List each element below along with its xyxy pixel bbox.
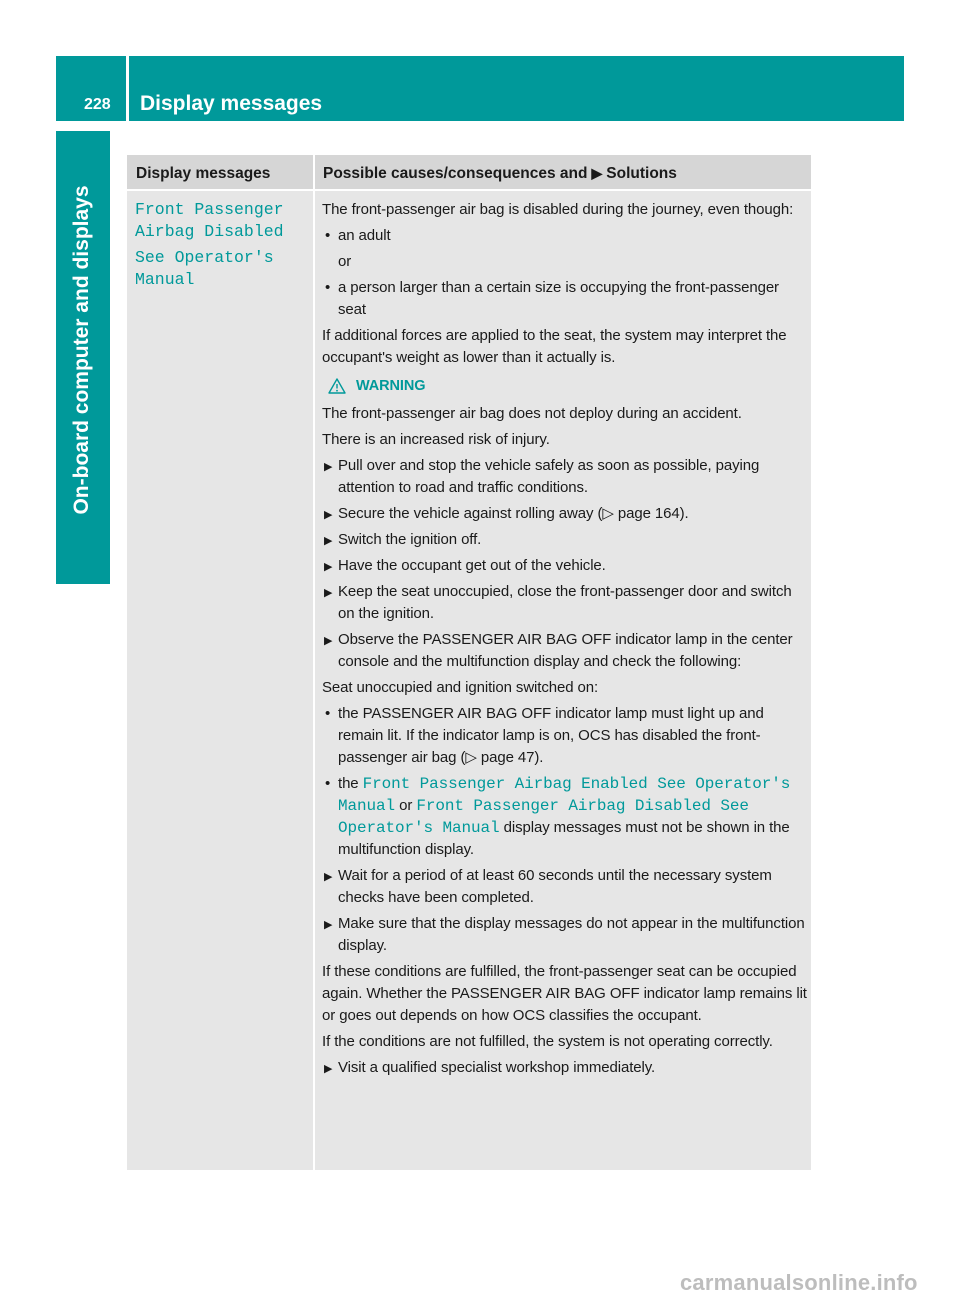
warning-text: There is an increased risk of injury. [322,431,550,448]
bullet-item [322,773,810,861]
warning-label: WARNING [356,378,426,394]
bullet-item [322,703,810,769]
paragraph: If these conditions are fulfilled, the front-passenger seat can be occupied again. Whether the PASSENGER AIR BAG OFF indicator lamp remains lit or goes out depends on how OCS classifies the occupant. [322,963,807,1024]
action-arrow-icon: ▶ [324,509,333,521]
paragraph: The front-passenger air bag is disabled during the journey, even though: [322,201,794,218]
display-message-1: Front Passenger Airbag Disabled [135,200,284,241]
action-text: Wait for a period of at least 60 seconds until the necessary system checks have been completed. [338,867,772,906]
page-number: 228 [84,96,111,113]
action-arrow-icon: ▶ [324,871,333,883]
header-divider [126,56,129,121]
warning-heading [322,375,810,397]
bullet-text: the [338,775,359,792]
bullet-item [322,277,810,321]
solution-arrow-icon: ▶ [591,165,603,181]
row-separator [127,189,811,191]
warning-text: The front-passenger air bag does not deploy during an accident. [322,405,742,422]
action-item [322,581,810,625]
paragraph: If the conditions are not fulfilled, the system is not operating correctly. [322,1033,773,1050]
inline-display-message: Front Passenger Airbag Enabled See Operator's Manual [338,775,791,815]
action-arrow-icon: ▶ [324,587,333,599]
display-message-2: See Operator's Manual [135,248,274,289]
column-separator [313,155,315,189]
action-arrow-icon: ▶ [324,1063,333,1075]
side-tab-label: On-board computer and displays [70,185,93,515]
display-message-cell [135,199,305,291]
column-separator-body [313,191,315,1170]
bullet-text: the PASSENGER AIR BAG OFF indicator lamp must light up and remain lit. If the indicator lamp is on, OCS has disabled the front-passenger air bag (▷ page 47). [338,705,764,766]
action-text: Visit a qualified specialist workshop immediately. [338,1059,656,1076]
action-text: Pull over and stop the vehicle safely as soon as possible, paying attention to road and traffic conditions. [338,457,760,496]
warning-triangle-icon [328,378,346,394]
bullet-icon: • [325,227,331,244]
bullet-icon: • [325,705,331,722]
action-arrow-icon: ▶ [324,535,333,547]
column-header-text: Possible causes/consequences and [323,165,588,182]
action-text: Observe the PASSENGER AIR BAG OFF indicator lamp in the center console and the multifunction display and check the following: [338,631,793,670]
solutions-cell [322,199,810,1083]
page-header [56,56,904,121]
action-arrow-icon: ▶ [324,919,333,931]
action-item [322,555,810,577]
action-item [322,913,810,957]
messages-table [127,155,811,1170]
action-item [322,1057,810,1079]
action-item [322,865,810,909]
column-header-solutions [323,165,677,183]
action-text: Secure the vehicle against rolling away (▷ page 164). [338,505,689,522]
page-title: Display messages [140,92,323,115]
action-item [322,503,810,525]
action-item [322,529,810,551]
action-text: Make sure that the display messages do not appear in the multifunction display. [338,915,805,954]
bullet-text: display messages must not be shown in the multifunction display. [338,819,790,858]
action-text: Switch the ignition off. [338,531,482,548]
action-text: Have the occupant get out of the vehicle. [338,557,606,574]
inline-display-message: Front Passenger Airbag Disabled See Operator's Manual [338,797,749,837]
bullet-item [322,225,810,247]
bullet-icon: • [325,279,331,296]
action-item [322,455,810,499]
or-text: or [338,253,352,270]
column-header-display-messages: Display messages [136,165,271,182]
table-header-row [127,155,811,189]
bullet-text: a person larger than a certain size is occupying the front-passenger seat [338,279,779,318]
paragraph: If additional forces are applied to the seat, the system may interpret the occupant's weight as lower than it actually is. [322,327,787,366]
action-text: Keep the seat unoccupied, close the front-passenger door and switch on the ignition. [338,583,792,622]
action-arrow-icon: ▶ [324,561,333,573]
action-item [322,629,810,673]
watermark: carmanualsonline.info [680,1270,918,1295]
bullet-text: an adult [338,227,391,244]
bullet-text: or [399,797,413,814]
action-arrow-icon: ▶ [324,461,333,473]
bullet-icon: • [325,775,331,792]
column-header-text-2: Solutions [606,165,677,182]
action-arrow-icon: ▶ [324,635,333,647]
paragraph: Seat unoccupied and ignition switched on: [322,679,599,696]
